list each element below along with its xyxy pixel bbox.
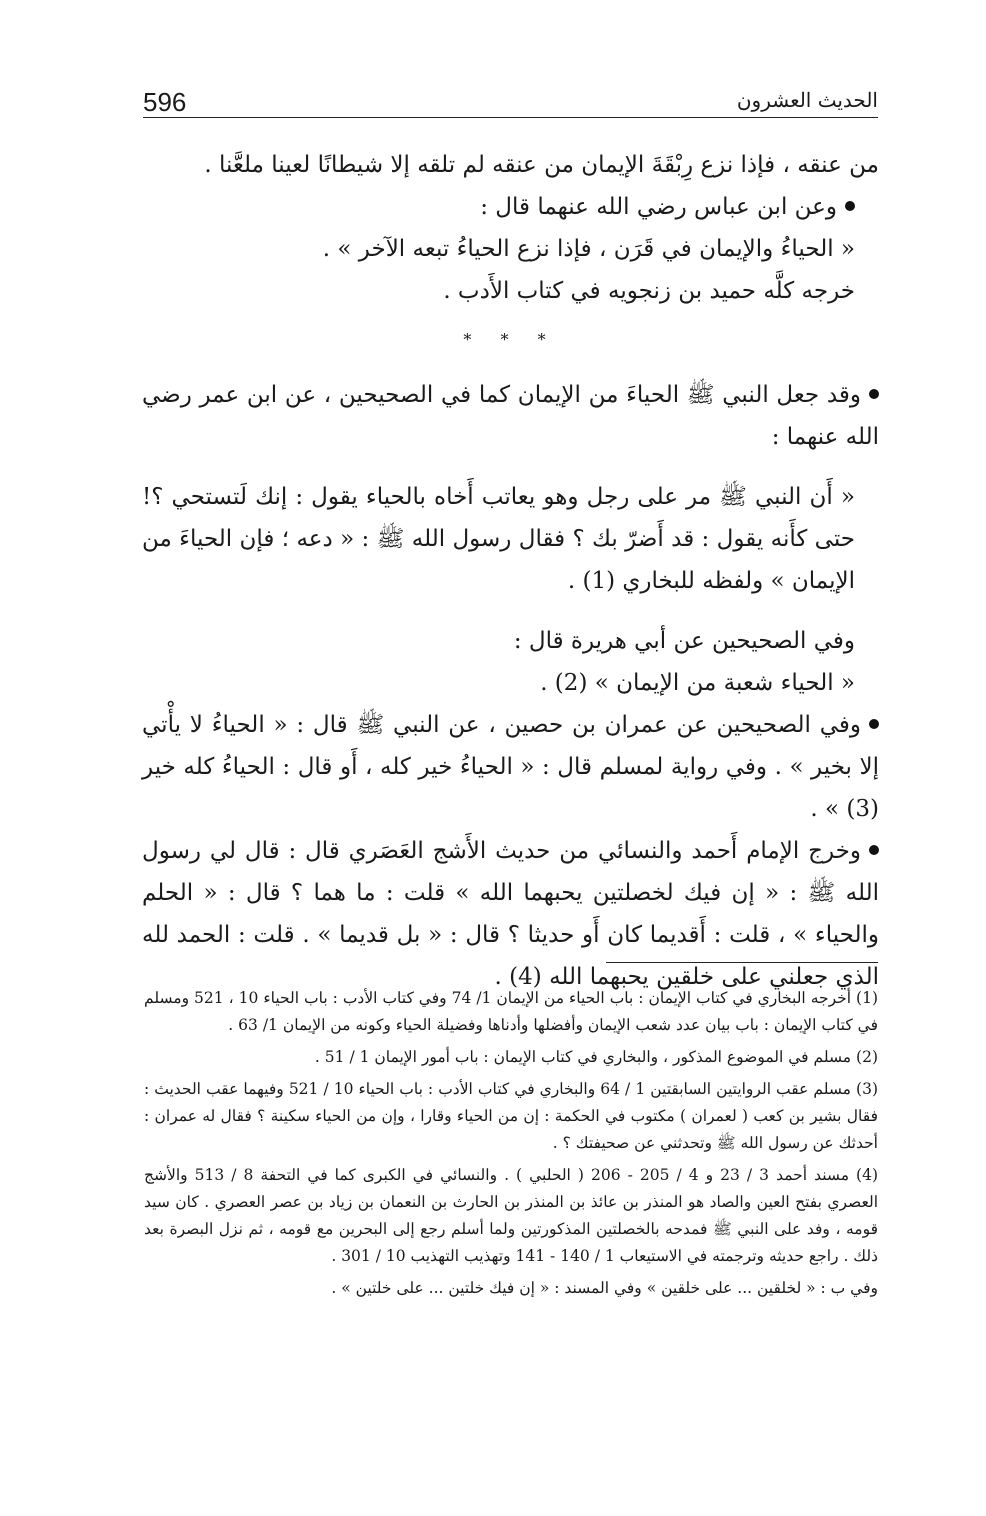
- footnote: (3) مسلم عقب الروايتين السابقتين 1 / 64 والبخاري في كتاب الأدب : باب الحياء 10 / 521 وفيهما عقب الحديث : فقال بشير بن كعب ( لعمران ) مكتوب في الحكمة : إن من الحياء وقارا ، وإن من الحياء سكينة ؟ فقال له عمران : أحدثك عن رسول الله ﷺ وتحدثني عن صحيفتك ؟ .: [144, 1080, 879, 1152]
- paragraph: خرجه كلَّه حميد بن زنجويه في كتاب الأَدب .: [443, 278, 855, 304]
- footnote: (1) أخرجه البخاري في كتاب الإيمان : باب الحياء من الإيمان 1/ 74 وفي كتاب الأدب : باب الحياء 10 ، 521 ومسلم في كتاب الإيمان : باب بيان عدد شعب الإيمان وأفضلها وأدناها وفضيلة الحياء وكونه من الإيمان 1/ 63 .: [144, 989, 878, 1034]
- spacer: [142, 458, 879, 476]
- bullet-icon: [869, 719, 879, 729]
- paragraph: [142, 830, 879, 998]
- quote: « الحياءُ والإيمان في قَرَن ، فإذا نزع الحياءُ تبعه الآخر » .: [322, 236, 855, 262]
- footnote: وفي ب : « لخلقين ... على خلقين » وفي المسند : « إن فيك خلتين ... على خلتين » .: [331, 1279, 878, 1297]
- quote: « الحياء شعبة من الإيمان » (2) .: [540, 670, 855, 696]
- section-divider: * * *: [463, 330, 558, 349]
- paragraph-text: وفي الصحيحين عن عمران بن حصين ، عن النبي ﷺ قال : « الحياءُ لا يأْتي إلا بخير » . وفي رواية لمسلم قال : « الحياءُ خير كله ، أَو قال : الحياءُ كله خير (3) » .: [142, 712, 879, 822]
- paragraph-text: وخرج الإمام أَحمد والنسائي من حديث الأَشج العَصَري قال : قال لي رسول الله ﷺ : « إن فيك لخصلتين يحبهما الله » قلت : ما هما ؟ قال : « الحلم والحياء » ، قلت : أَقديما كان أَو حديثا ؟ قال : « بل قديما » . قلت : الحمد لله الذي جعلني على خلقين يحبهما الله (4) .: [142, 838, 879, 990]
- paragraph: [142, 704, 879, 830]
- paragraph: من عنقه ، فإذا نزع رِبْقَةَ الإيمان من عنقه لم تلقه إلا شيطانًا لعينا ملعَّنا .: [204, 152, 879, 178]
- main-text: [142, 144, 879, 998]
- footnotes: [144, 985, 878, 1307]
- paragraph: وفي الصحيحين عن أبي هريرة قال :: [513, 628, 855, 654]
- bullet-icon: [869, 845, 879, 855]
- spacer: [142, 602, 879, 620]
- bullet-icon: [845, 201, 855, 211]
- footnote: (4) مسند أحمد 3 / 23 و 4 / 205 - 206 ( الحلبي ) . والنسائي في الكبرى كما في التحفة 8 / 513 والأشج العصري بفتح العين والصاد هو المنذر بن عائذ بن المنذر بن الحارث بن النعمان بن زياد بن عصر العصري . كان سيد قومه ، وفد على النبي ﷺ فمدحه بالخصلتين المذكورتين ولما أسلم رجع إلى البحرين مع قومه ، ثم نزل البصرة بعد ذلك . راجع حديثه وترجمته في الاستيعاب 1 / 140 - 141 وتهذيب التهذيب 10 / 301 .: [144, 1166, 879, 1265]
- header-rule: [143, 117, 878, 118]
- paragraph-text: وقد جعل النبي ﷺ الحياءَ من الإيمان كما في الصحيحين ، عن ابن عمر رضي الله عنهما :: [142, 382, 879, 450]
- paragraph-text: وعن ابن عباس رضي الله عنهما قال :: [480, 194, 837, 220]
- page-header: [143, 86, 878, 122]
- quote: « أَن النبي ﷺ مر على رجل وهو يعاتب أَخاه بالحياء يقول : إنك لَتستحي ؟! حتى كأَنه يقول : قد أَضرّ بك ؟ فقال رسول الله ﷺ : « دعه ؛ فإن الحياءَ من الإيمان » ولفظه للبخاري (1) .: [142, 484, 855, 594]
- paragraph: [142, 374, 879, 458]
- page-number: 596: [143, 87, 187, 117]
- paragraph: [142, 186, 879, 228]
- footnote: (2) مسلم في الموضوع المذكور ، والبخاري في كتاب الإيمان : باب أمور الإيمان 1 / 51 .: [314, 1048, 878, 1066]
- running-title: الحديث العشرون: [727, 86, 878, 114]
- footnote-separator: [606, 962, 878, 963]
- bullet-icon: [869, 389, 879, 399]
